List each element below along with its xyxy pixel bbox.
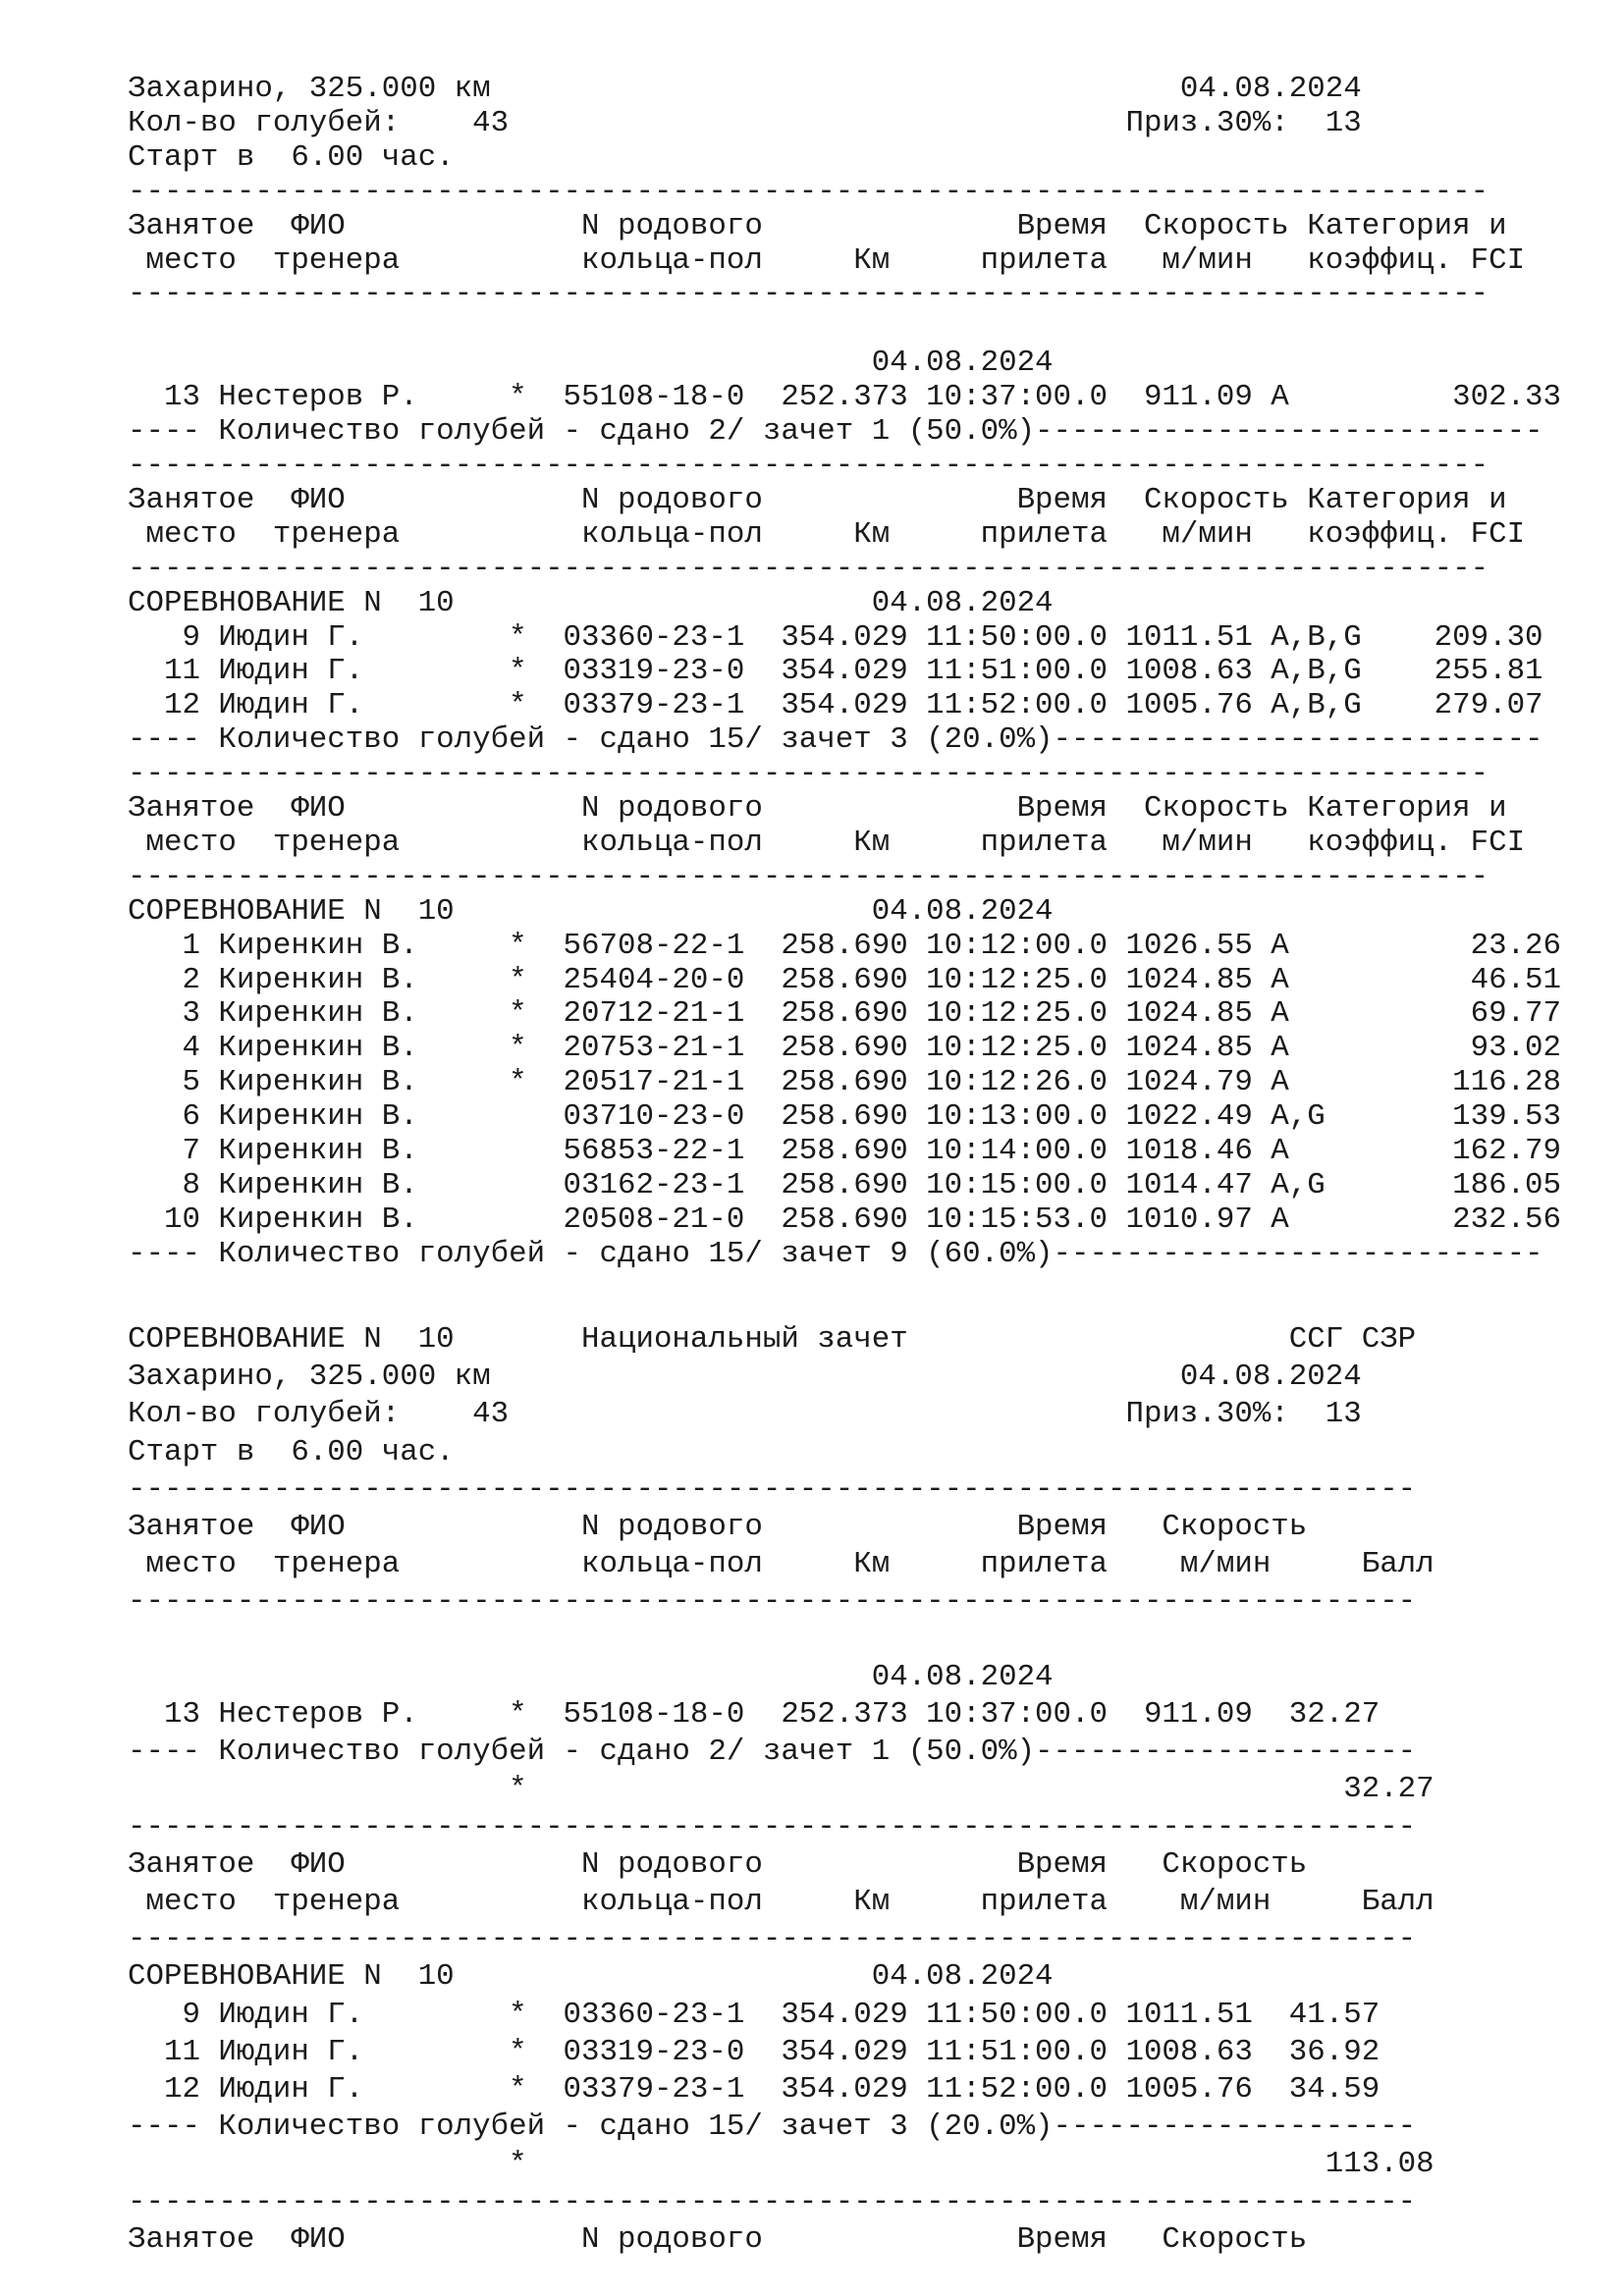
section1-line: Захарино, 325.000 км 04.08.2024 <box>128 72 1362 106</box>
section2-line: Захарино, 325.000 км 04.08.2024 <box>128 1360 1362 1395</box>
section1-line: ---- Количество голубей - сдано 15/ зачет 3 (20.0%)--------------------------- <box>128 722 1543 758</box>
section1-line: ---- Количество голубей - сдано 2/ зачет 1 (50.0%)---------------------------- <box>128 414 1543 450</box>
section2-line: * 113.08 <box>128 2147 1435 2182</box>
section2-line: место тренера кольца-пол Км прилета м/мин Балл <box>128 1885 1435 1920</box>
section2-line <box>128 1622 1435 1659</box>
section1-line: 5 Киренкин В. * 20517-21-1 258.690 10:12:26.0 1024.79 A 116.28 <box>128 1065 1562 1100</box>
section1-line: место тренера кольца-пол Км прилета м/мин коэффиц. FCI <box>128 516 1526 552</box>
section2-line: ---- Количество голубей - сдано 2/ зачет 1 (50.0%)--------------------- <box>128 1735 1417 1770</box>
section2-line: Занятое ФИО N родового Время Скорость <box>128 2221 1308 2257</box>
section1-line: 6 Киренкин В. 03710-23-0 258.690 10:13:00.0 1022.49 A,G 139.53 <box>128 1099 1562 1135</box>
section2-line: 13 Нестеров Р. * 55108-18-0 252.373 10:37:00.0 911.09 32.27 <box>128 1697 1380 1733</box>
section1-line: 9 Июдин Г. * 03360-23-1 354.029 11:50:00.0 1011.51 A,B,G 209.30 <box>128 619 1543 655</box>
section1-line: 10 Киренкин В. 20508-21-0 258.690 10:15:53.0 1010.97 A 232.56 <box>128 1201 1562 1237</box>
section2-line: ----------------------------------------------------------------------- <box>128 2184 1417 2219</box>
section1-line: 11 Июдин Г. * 03319-23-0 354.029 11:51:00.0 1008.63 A,B,G 255.81 <box>128 654 1543 689</box>
section2-line: Старт в 6.00 час. <box>128 1434 455 1469</box>
section1-line: место тренера кольца-пол Км прилета м/мин коэффиц. FCI <box>128 242 1526 278</box>
section1-line: 7 Киренкин В. 56853-22-1 258.690 10:14:00.0 1018.46 A 162.79 <box>128 1134 1562 1169</box>
section1-line: Занятое ФИО N родового Время Скорость Категория и <box>128 482 1507 517</box>
section2-line: ----------------------------------------------------------------------- <box>128 1809 1417 1844</box>
section2-line: Кол-во голубей: 43 Приз.30%: 13 <box>128 1397 1362 1432</box>
section1-line: 1 Киренкин В. * 56708-22-1 258.690 10:12:00.0 1026.55 A 23.26 <box>128 928 1562 963</box>
section1-line: 3 Киренкин В. * 20712-21-1 258.690 10:12:25.0 1024.85 A 69.77 <box>128 996 1562 1032</box>
section2-line: ---- Количество голубей - сдано 15/ зачет 3 (20.0%)-------------------- <box>128 2109 1417 2145</box>
section1-line: Занятое ФИО N родового Время Скорость Категория и <box>128 208 1507 243</box>
section2-line: Занятое ФИО N родового Время Скорость <box>128 1846 1308 1882</box>
section2-line: 12 Июдин Г. * 03379-23-1 354.029 11:52:00.0 1005.76 34.59 <box>128 2072 1380 2108</box>
section1-line: СОРЕВНОВАНИЕ N 10 04.08.2024 <box>128 585 1054 620</box>
section1-line: СОРЕВНОВАНИЕ N 10 04.08.2024 <box>128 893 1054 929</box>
section1-line: --------------------------------------------------------------------------- <box>128 757 1489 792</box>
section1-line: место тренера кольца-пол Км прилета м/мин коэффиц. FCI <box>128 825 1526 860</box>
section1-line: Занятое ФИО N родового Время Скорость Категория и <box>128 791 1507 827</box>
section1-line: --------------------------------------------------------------------------- <box>128 448 1489 483</box>
section1-line: Старт в 6.00 час. <box>128 139 455 175</box>
section2-line: 11 Июдин Г. * 03319-23-0 354.029 11:51:00.0 1008.63 36.92 <box>128 2034 1380 2069</box>
section1-line: 8 Киренкин В. 03162-23-1 258.690 10:15:00.0 1014.47 A,G 186.05 <box>128 1168 1562 1202</box>
competition-results-fci-section <box>128 73 1561 1272</box>
section2-line: 04.08.2024 <box>128 1659 1054 1694</box>
section2-line: ----------------------------------------------------------------------- <box>128 1471 1417 1507</box>
section2-line: СОРЕВНОВАНИЕ N 10 04.08.2024 <box>128 1959 1054 1995</box>
section1-line: --------------------------------------------------------------------------- <box>128 859 1489 894</box>
section1-line: 4 Киренкин В. * 20753-21-1 258.690 10:12:25.0 1024.85 A 93.02 <box>128 1031 1562 1066</box>
section1-line: ---- Количество голубей - сдано 15/ зачет 9 (60.0%)--------------------------- <box>128 1236 1543 1271</box>
section2-line: место тренера кольца-пол Км прилета м/мин Балл <box>128 1547 1435 1582</box>
section1-line: Кол-во голубей: 43 Приз.30%: 13 <box>128 105 1362 140</box>
section1-line: 12 Июдин Г. * 03379-23-1 354.029 11:52:00.0 1005.76 A,B,G 279.07 <box>128 688 1543 723</box>
section2-line: ----------------------------------------------------------------------- <box>128 1584 1417 1620</box>
section2-line: * 32.27 <box>128 1772 1435 1807</box>
competition-results-national-section <box>128 1321 1435 2259</box>
section1-line: 04.08.2024 <box>128 346 1054 381</box>
section2-line: 9 Июдин Г. * 03360-23-1 354.029 11:50:00.0 1011.51 41.57 <box>128 1997 1380 2032</box>
section1-line <box>128 312 1561 347</box>
section1-line: 13 Нестеров Р. * 55108-18-0 252.373 10:37:00.0 911.09 A 302.33 <box>128 380 1562 415</box>
section2-line: Занятое ФИО N родового Время Скорость <box>128 1510 1308 1545</box>
section2-line: СОРЕВНОВАНИЕ N 10 Национальный зачет ССГ СЗР <box>128 1322 1417 1357</box>
section1-line: --------------------------------------------------------------------------- <box>128 277 1489 312</box>
section1-line: --------------------------------------------------------------------------- <box>128 174 1489 209</box>
section1-line: --------------------------------------------------------------------------- <box>128 551 1489 586</box>
section1-line: 2 Киренкин В. * 25404-20-0 258.690 10:12:25.0 1024.85 A 46.51 <box>128 962 1562 997</box>
section2-line: ----------------------------------------------------------------------- <box>128 1922 1417 1957</box>
